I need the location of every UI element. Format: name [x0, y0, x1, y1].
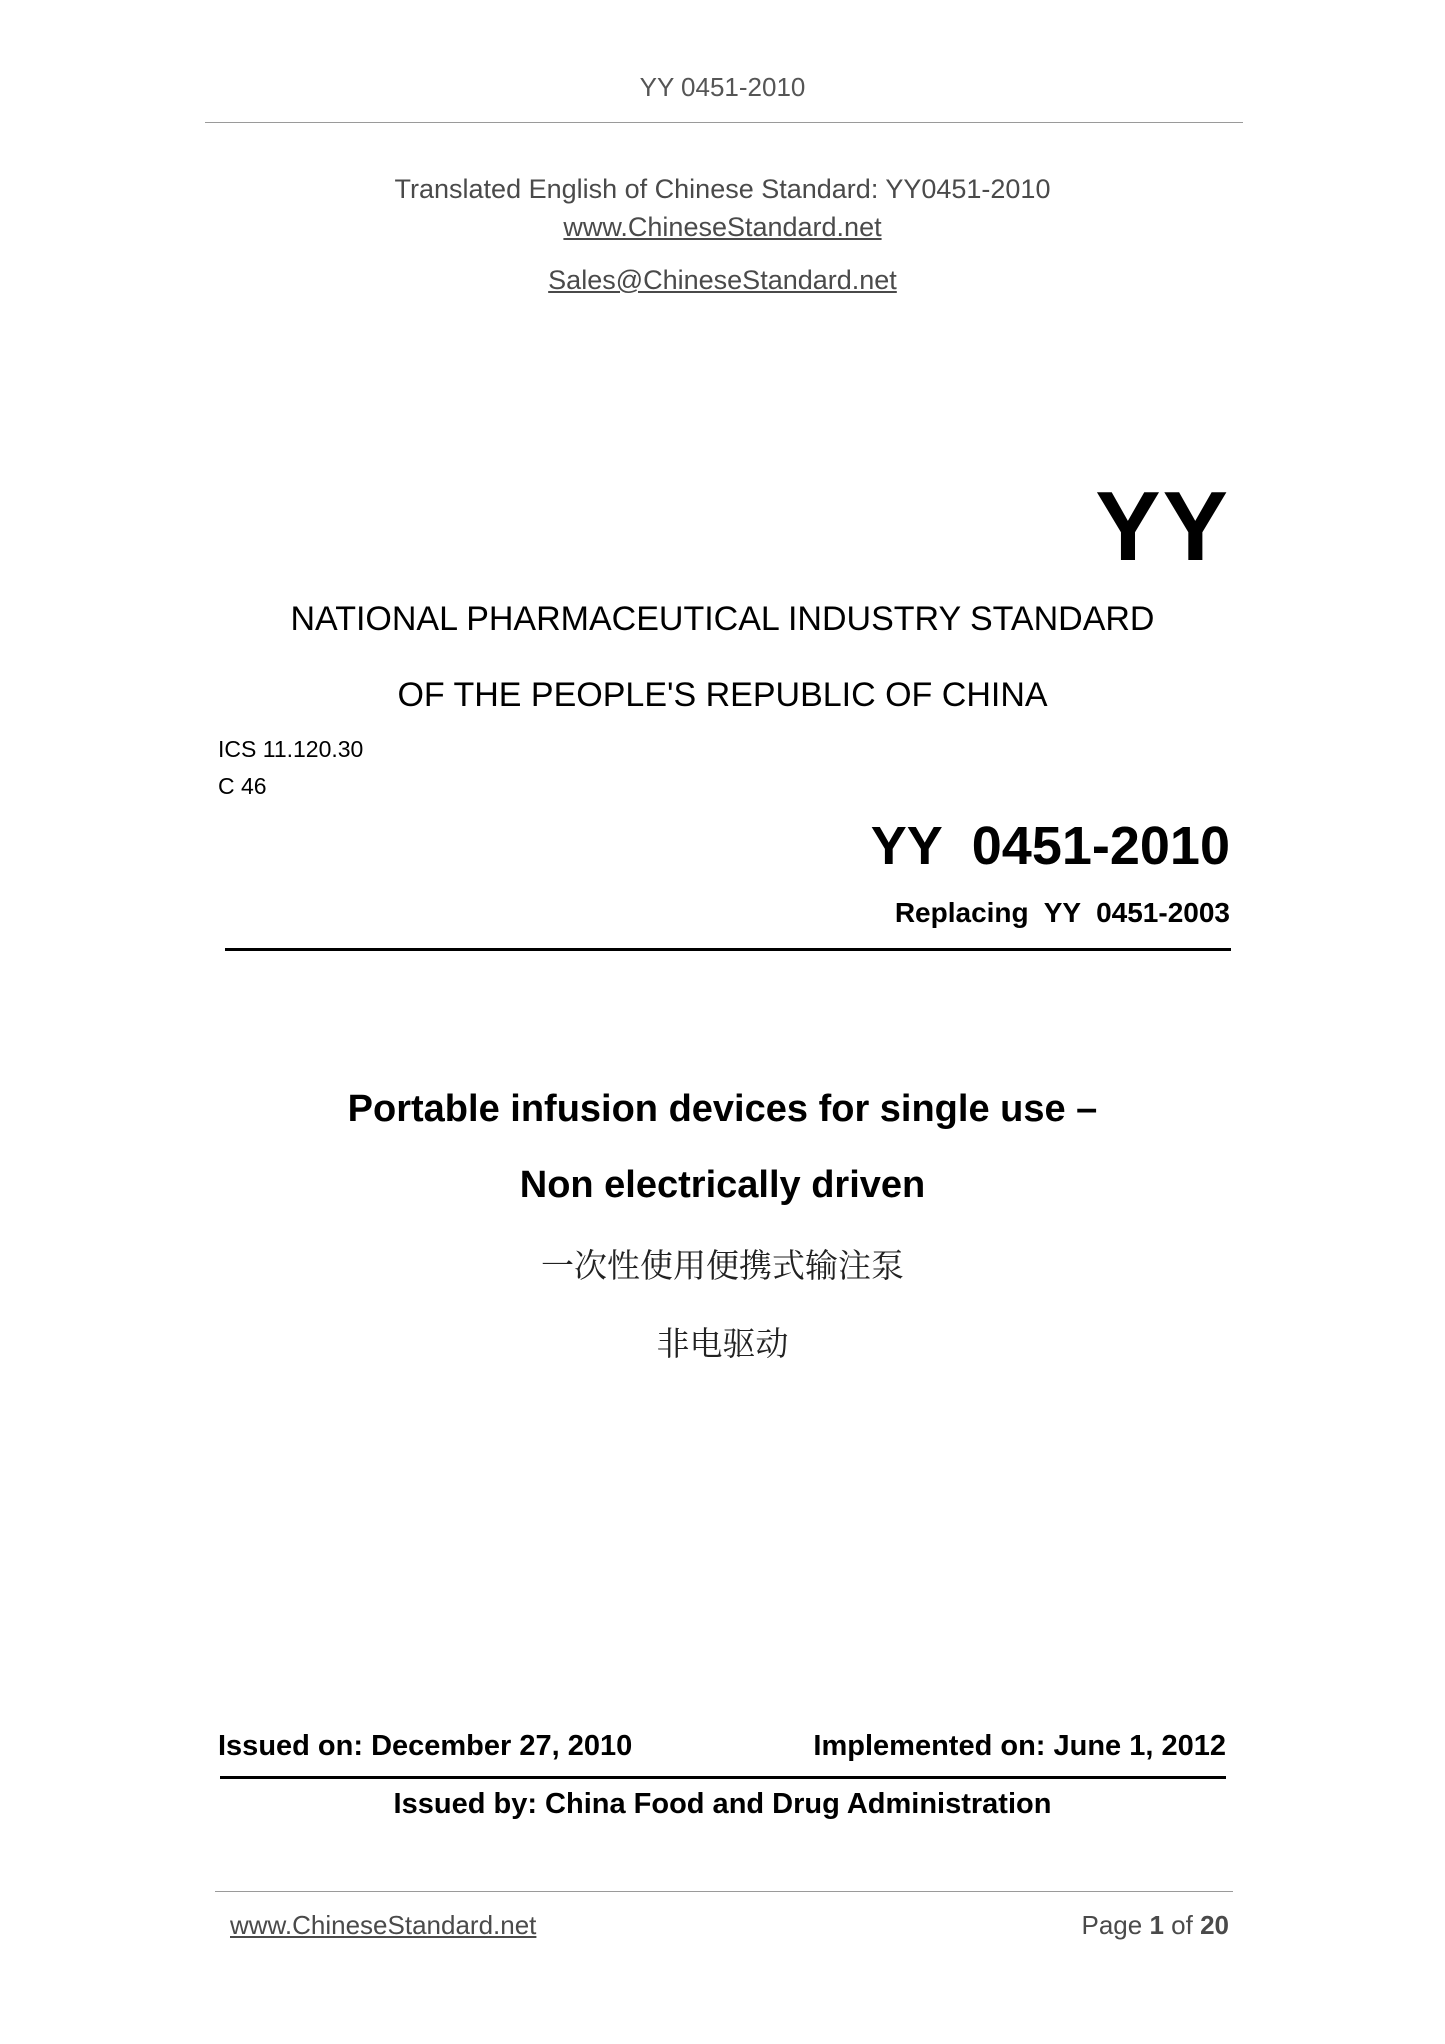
page-current: 1 [1149, 1910, 1164, 1940]
website-link-row [0, 212, 1445, 243]
sales-email-link[interactable]: Sales@ChineseStandard.net [548, 265, 897, 295]
footer-website-link[interactable]: www.ChineseStandard.net [230, 1910, 537, 1940]
translated-source-line: Translated English of Chinese Standard: YY0451-2010 [394, 174, 1051, 204]
website-link[interactable]: www.ChineseStandard.net [563, 212, 882, 242]
replacing-standard: Replacing YY 0451-2003 [894, 897, 1230, 928]
ics-code: ICS 11.120.30 [218, 736, 364, 762]
page-of: of [1171, 1910, 1193, 1940]
footer-divider [215, 1891, 1233, 1892]
chinese-title-line-2: 非电驱动 [656, 1324, 789, 1363]
email-link-row [0, 265, 1445, 296]
issued-on-date: Issued on: December 27, 2010 [218, 1730, 633, 1762]
header-divider [205, 122, 1243, 123]
page-indicator [1081, 1910, 1229, 1941]
running-header: YY 0451-2010 [639, 72, 806, 102]
chinese-title-line-1: 一次性使用便携式输注泵 [541, 1246, 904, 1285]
footer-link-row [230, 1910, 536, 1941]
page-word: Page [1081, 1910, 1143, 1940]
title-divider [225, 948, 1231, 951]
standard-number: YY 0451-2010 [870, 816, 1230, 876]
page-total: 20 [1200, 1910, 1229, 1940]
standard-mark: YY [1095, 471, 1230, 581]
english-title-line-1: Portable infusion devices for single use – [347, 1088, 1098, 1130]
english-title-line-2: Non electrically driven [519, 1164, 926, 1206]
issuer-line-2: OF THE PEOPLE'S REPUBLIC OF CHINA [397, 676, 1048, 714]
ccs-code: C 46 [218, 773, 267, 799]
implemented-on-date: Implemented on: June 1, 2012 [813, 1730, 1226, 1762]
issuer-line-1: NATIONAL PHARMACEUTICAL INDUSTRY STANDARD [290, 600, 1155, 638]
issued-by: Issued by: China Food and Drug Administration [393, 1788, 1052, 1820]
issuance-divider [220, 1776, 1226, 1779]
